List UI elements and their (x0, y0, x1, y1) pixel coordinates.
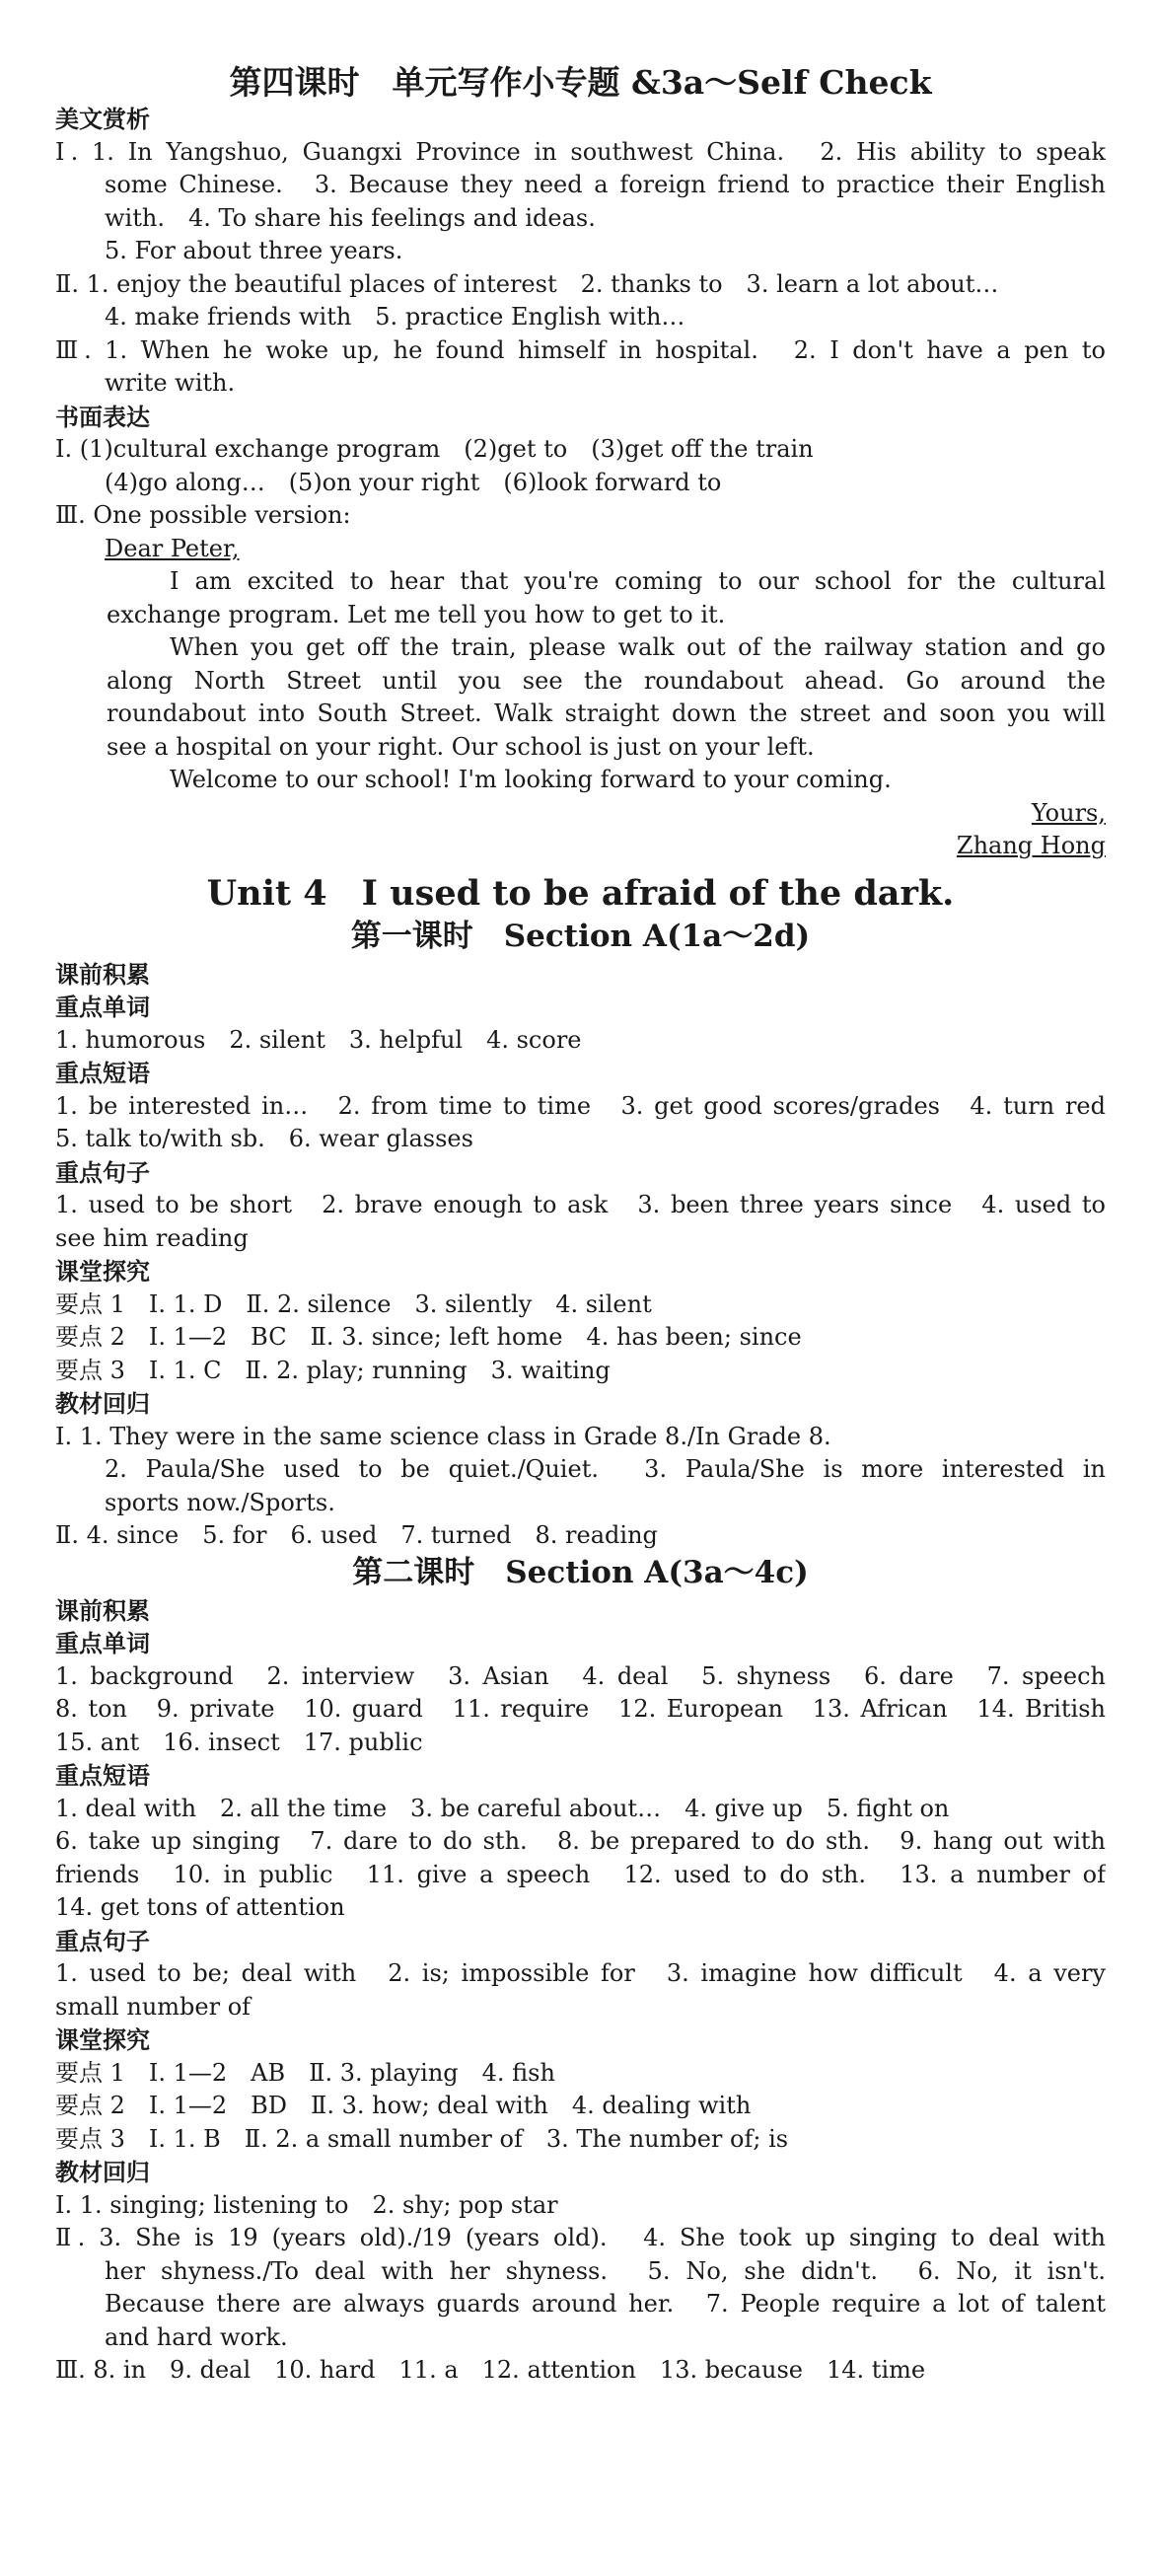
letter-line: along North Street until you see the roundabout ahead. Go around the (107, 666, 1106, 695)
unit-title: Unit 4 I used to be afraid of the dark. (206, 872, 955, 914)
letter-line: When you get off the train, please walk out of the railway station and go (170, 633, 1106, 661)
section-heading: 重点句子 (55, 1926, 150, 1955)
answer-line: 要点 1 Ⅰ. 1. D Ⅱ. 2. silence 3. silently 4. silent (55, 1289, 652, 1318)
section-heading: 教材回归 (55, 2158, 150, 2186)
answer-line: 1. used to be short 2. brave enough to ask 3. been three years since 4. used to (55, 1191, 1106, 1218)
answer-page (0, 63, 1153, 2576)
answer-line: see him reading (55, 1223, 249, 1252)
answer-line: 14. get tons of attention (55, 1893, 345, 1921)
lesson2-title: 第二课时 Section A(3a～4c) (352, 1554, 809, 1590)
answer-line: 要点 2 Ⅰ. 1—2 BC Ⅱ. 3. since; left home 4. has been; since (55, 1323, 802, 1351)
lesson4-title: 第四课时 单元写作小专题 &3a～Self Check (229, 63, 932, 102)
answer-line: Ⅱ. 4. since 5. for 6. used 7. turned 8. reading (55, 1521, 658, 1549)
section-heading: 美文赏析 (55, 105, 150, 133)
answer-line: Ⅰ. 1. They were in the same science class in Grade 8./In Grade 8. (55, 1422, 831, 1450)
answer-line: Ⅲ. One possible version: (55, 501, 351, 529)
answer-line: small number of (55, 1992, 252, 2021)
answer-line: 1. humorous 2. silent 3. helpful 4. score (55, 1025, 582, 1054)
answer-line: some Chinese. 3. Because they need a foreign friend to practice their English (105, 171, 1106, 198)
answer-line: Ⅱ. 3. She is 19 (years old)./19 (years old). 4. She took up singing to deal with (55, 2224, 1106, 2251)
answer-line: 2. Paula/She used to be quiet./Quiet. 3. Paula/She is more interested in (105, 1455, 1106, 1483)
answer-line: Ⅰ. 1. singing; listening to 2. shy; pop star (55, 2190, 558, 2219)
answer-line: with. 4. To share his feelings and ideas. (105, 203, 596, 232)
letter-line: see a hospital on your right. Our school is just on your left. (107, 732, 815, 761)
answer-line: write with. (105, 369, 236, 397)
answer-line: 要点 2 Ⅰ. 1—2 BD Ⅱ. 3. how; deal with 4. dealing with (55, 2092, 752, 2119)
letter-salutation: Dear Peter, (105, 534, 240, 562)
answer-line: 要点 1 Ⅰ. 1—2 AB Ⅱ. 3. playing 4. fish (55, 2058, 555, 2087)
answer-line: 1. background 2. interview 3. Asian 4. deal 5. shyness 6. dare 7. speech (55, 1661, 1106, 1690)
answer-line: Ⅲ. 8. in 9. deal 10. hard 11. a 12. attention 13. because 14. time (55, 2356, 926, 2384)
section-heading: 重点句子 (55, 1157, 150, 1187)
letter-line: I am excited to hear that you're coming to our school for the cultural (170, 567, 1106, 595)
answer-line: friends 10. in public 11. give a speech 12. used to do sth. 13. a number of (55, 1860, 1106, 1888)
answer-line: and hard work. (105, 2322, 288, 2351)
answer-line: her shyness./To deal with her shyness. 5. No, she didn't. 6. No, it isn't. (105, 2256, 1106, 2285)
section-heading: 课前积累 (55, 959, 150, 989)
letter-line: roundabout into South Street. Walk straight down the street and soon you will (107, 699, 1106, 727)
answer-line: 1. used to be; deal with 2. is; impossible for 3. imagine how difficult 4. a very (55, 1959, 1106, 1987)
letter-line: Welcome to our school! I'm looking forward to your coming. (170, 766, 892, 793)
answer-line: Ⅱ. 1. enjoy the beautiful places of interest 2. thanks to 3. learn a lot about… (55, 269, 999, 298)
answer-line: 15. ant 16. insect 17. public (55, 1728, 423, 1756)
answer-line: 要点 3 Ⅰ. 1. C Ⅱ. 2. play; running 3. waiting (55, 1356, 611, 1384)
section-heading: 课堂探究 (55, 1257, 150, 1286)
letter-signature: Zhang Hong (956, 832, 1106, 859)
section-heading: 重点单词 (55, 1629, 150, 1657)
section-heading: 书面表达 (55, 402, 150, 431)
letter-closing: Yours, (1031, 798, 1106, 827)
answer-line: Because there are always guards around her. 7. People require a lot of talent (105, 2290, 1106, 2318)
answer-line: Ⅰ. (1)cultural exchange program (2)get to (3)get off the train (55, 435, 814, 463)
answer-line: sports now./Sports. (105, 1488, 335, 1516)
answer-line: 8. ton 9. private 10. guard 11. require 12. European 13. African 14. British (55, 1695, 1106, 1723)
answer-line: 5. talk to/with sb. 6. wear glasses (55, 1125, 473, 1152)
answer-line: Ⅰ. 1. In Yangshuo, Guangxi Province in southwest China. 2. His ability to speak (55, 137, 1106, 166)
answer-line: 1. be interested in… 2. from time to time 3. get good scores/grades 4. turn red (55, 1091, 1106, 1120)
answer-line: Ⅲ. 1. When he woke up, he found himself in hospital. 2. I don't have a pen to (55, 335, 1106, 364)
answer-line: 要点 3 Ⅰ. 1. B Ⅱ. 2. a small number of 3. The number of; is (55, 2124, 789, 2153)
section-heading: 课堂探究 (55, 2025, 150, 2054)
section-heading: 重点短语 (55, 1761, 150, 1790)
section-heading: 教材回归 (55, 1389, 150, 1418)
answer-line: 4. make friends with 5. practice English with… (105, 303, 685, 331)
section-heading: 重点单词 (55, 993, 150, 1021)
answer-line: 6. take up singing 7. dare to do sth. 8. be prepared to do sth. 9. hang out with (55, 1827, 1106, 1855)
answer-line: 5. For about three years. (105, 237, 403, 264)
lesson1-title: 第一课时 Section A(1a～2d) (350, 918, 811, 954)
answer-line: 1. deal with 2. all the time 3. be careful about… 4. give up 5. fight on (55, 1794, 950, 1822)
letter-line: exchange program. Let me tell you how to get to it. (107, 600, 726, 628)
section-heading: 重点短语 (55, 1059, 150, 1087)
answer-line: (4)go along… (5)on your right (6)look forward to (105, 468, 722, 496)
section-heading: 课前积累 (55, 1595, 150, 1625)
